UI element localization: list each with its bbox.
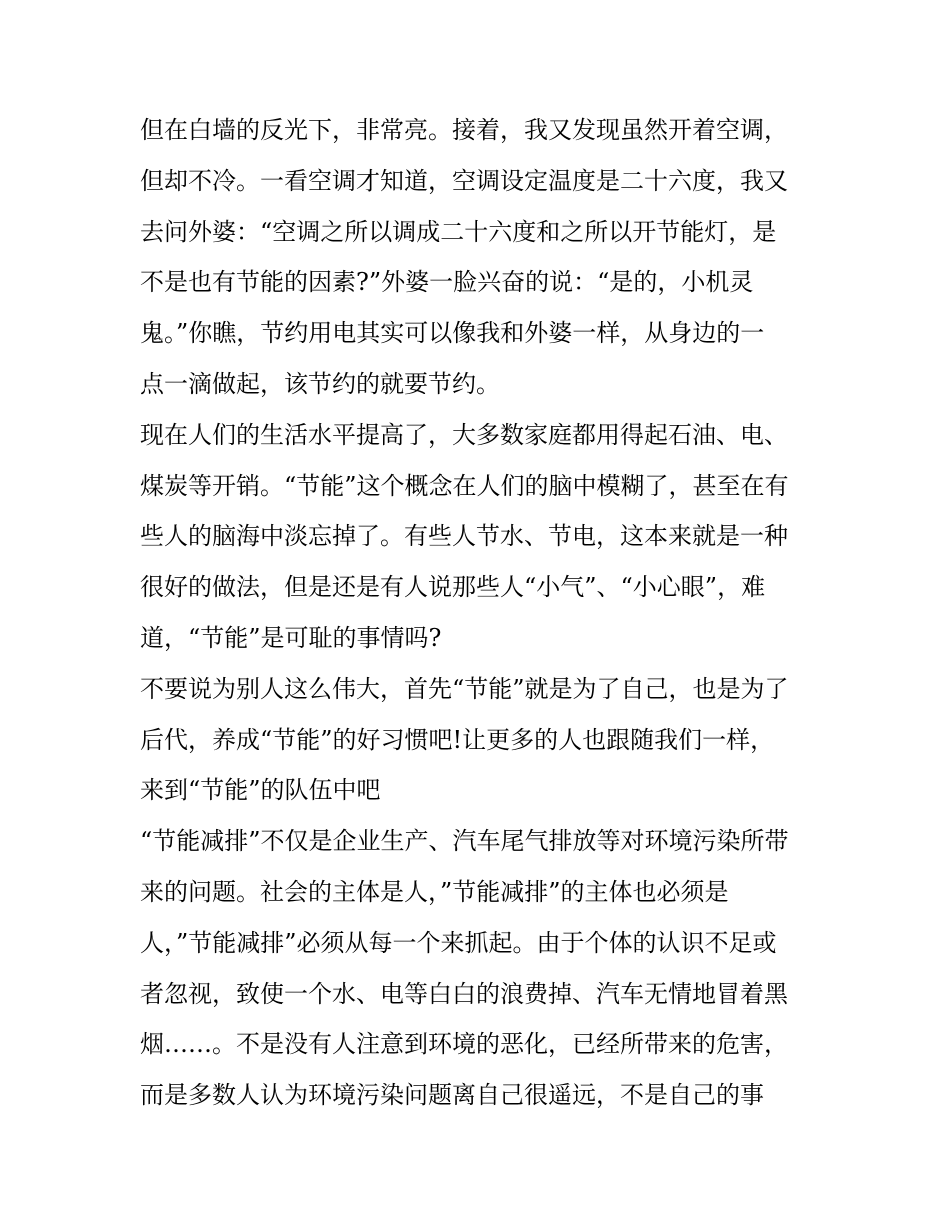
text-line: 来的问题。社会的主体是人，”节能减排”的主体也必须是	[140, 877, 729, 906]
text-line: 烟……。不是没有人注意到环境的恶化，已经所带来的危害，	[140, 1030, 788, 1059]
text-line: 现在人们的生活水平提高了，大多数家庭都用得起石油、电、	[140, 420, 788, 449]
text-line: 些人的脑海中淡忘掉了。有些人节水、节电，这本来就是一种	[140, 522, 788, 551]
text-line: 后代，养成“节能”的好习惯吧!让更多的人也跟随我们一样，	[140, 725, 775, 754]
text-line: “节能减排”不仅是企业生产、汽车尾气排放等对环境污染所带	[140, 827, 789, 856]
text-line: 来到“节能”的队伍中吧	[140, 776, 381, 805]
text-line: 不要说为别人这么伟大，首先“节能”就是为了自己，也是为了	[140, 674, 789, 703]
text-line: 点一滴做起，该节约的就要节约。	[140, 369, 500, 398]
document-body	[140, 105, 820, 1121]
text-line: 道，“节能”是可耻的事情吗?	[140, 623, 442, 652]
text-line: 者忽视，致使一个水、电等白白的浪费掉、汽车无情地冒着黑	[140, 979, 788, 1008]
text-line: 不是也有节能的因素?”外婆一脸兴奋的说：“是的，小机灵	[140, 268, 754, 297]
text-line: 鬼。”你瞧，节约用电其实可以像我和外婆一样，从身边的一	[140, 319, 765, 348]
text-line: 人，”节能减排”必须从每一个来抓起。由于个体的认识不足或	[140, 928, 777, 957]
text-line: 很好的做法，但是还是有人说那些人“小气”、“小心眼”，难	[140, 573, 766, 602]
text-line: 煤炭等开销。“节能”这个概念在人们的脑中模糊了，甚至在有	[140, 471, 789, 500]
text-line: 去问外婆：“空调之所以调成二十六度和之所以开节能灯，是	[140, 217, 777, 246]
text-line: 但却不冷。一看空调才知道，空调设定温度是二十六度，我又	[140, 166, 788, 195]
text-line: 但在白墙的反光下，非常亮。接着，我又发现虽然开着空调，	[140, 116, 788, 144]
text-line: 而是多数人认为环境污染问题离自己很遥远，不是自己的事	[140, 1081, 764, 1110]
